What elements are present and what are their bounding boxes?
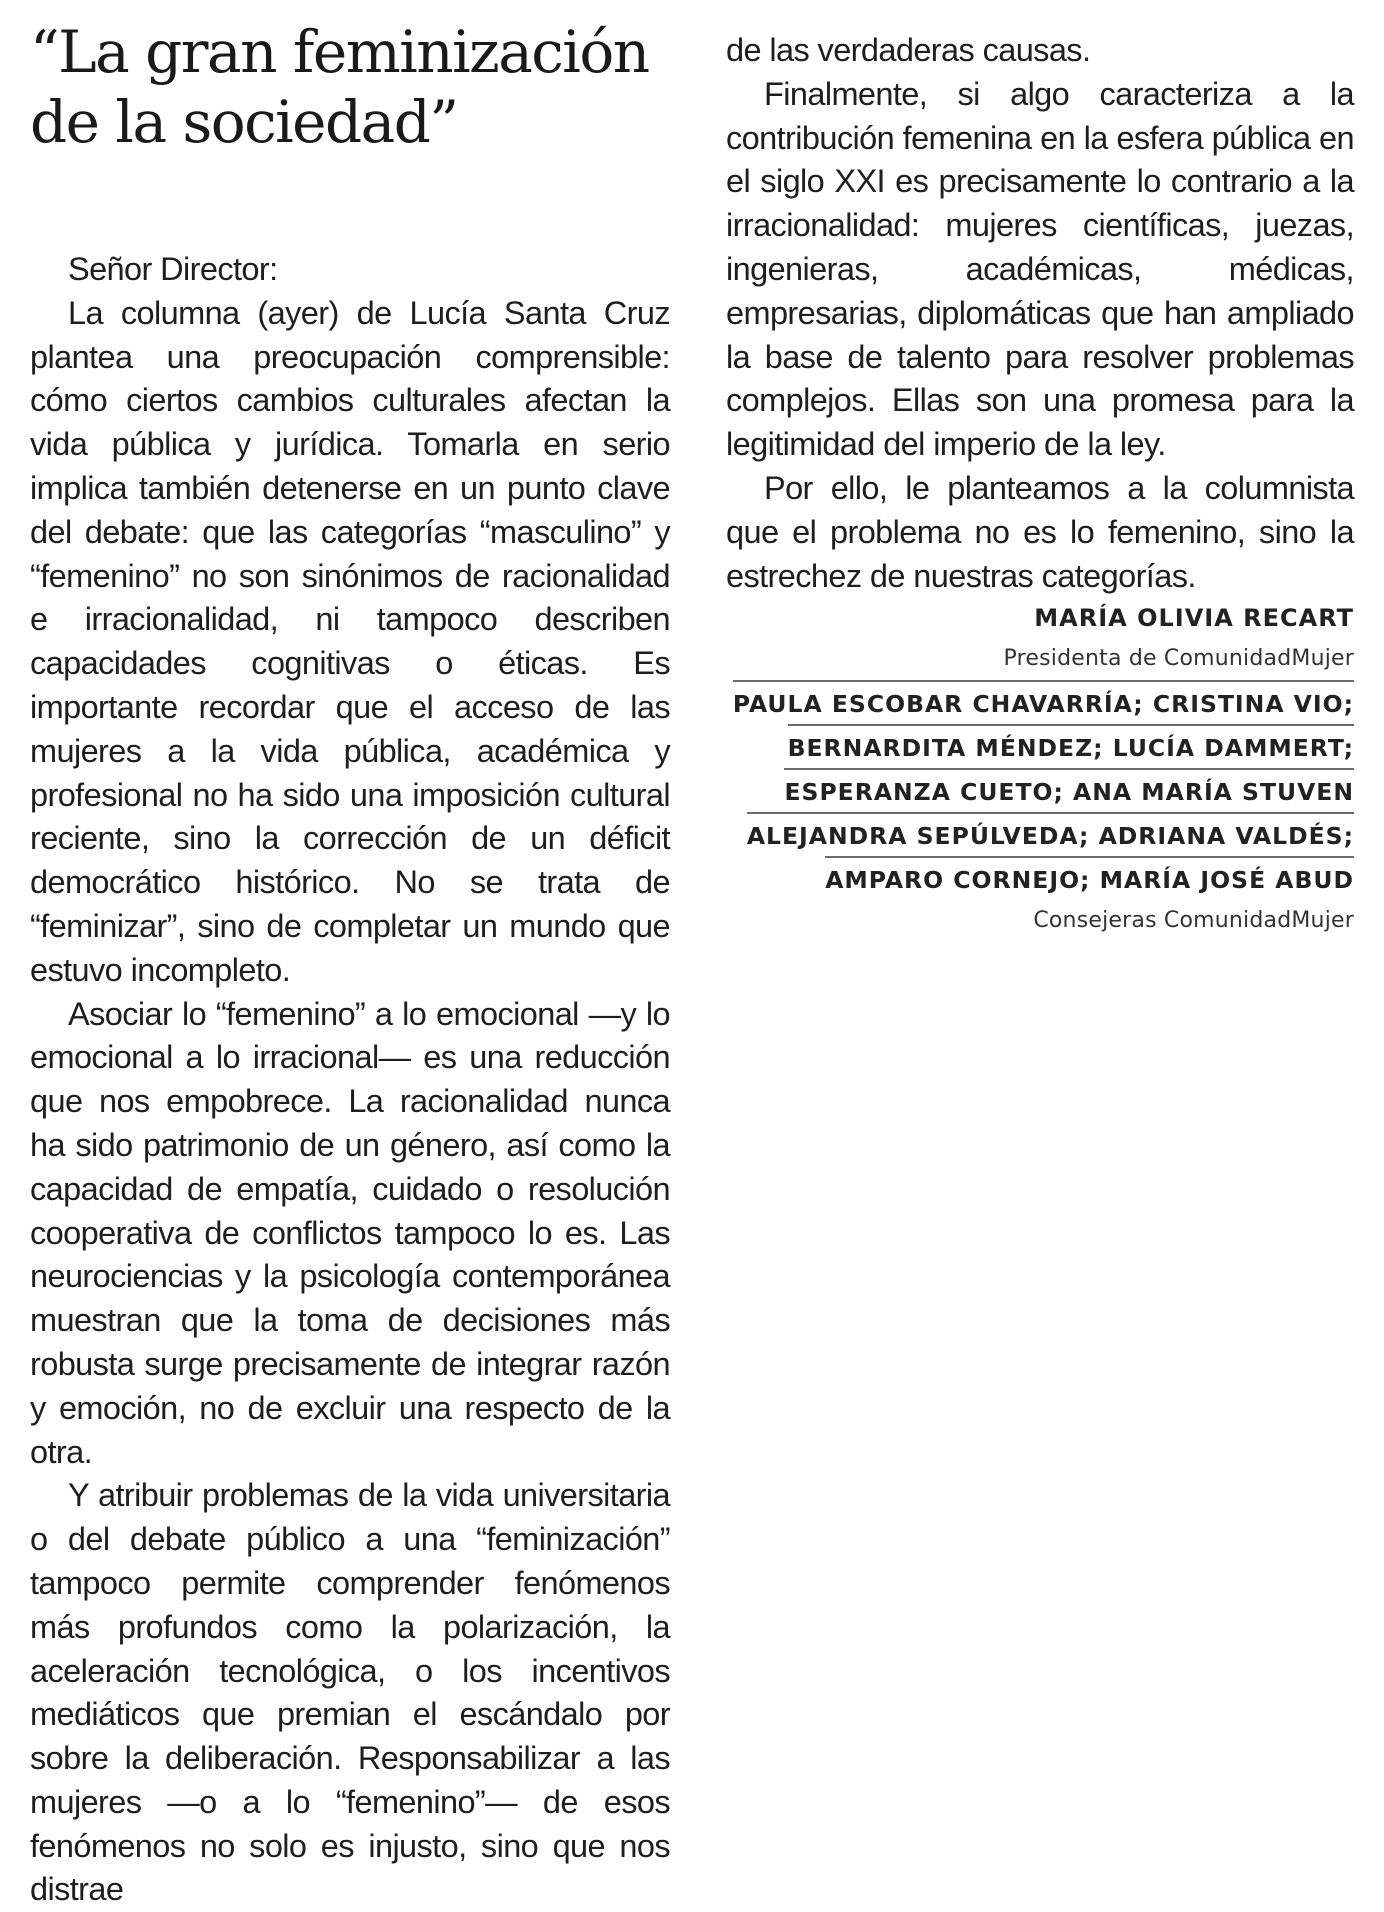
signature-block xyxy=(726,598,1354,942)
signature-main-role: Presidenta de ComunidadMujer xyxy=(1003,646,1354,671)
page-title xyxy=(30,18,680,157)
signature-names: ALEJANDRA SEPÚLVEDA; ADRIANA VALDÉS; xyxy=(747,812,1354,856)
signature-line xyxy=(726,680,1354,724)
signature-line xyxy=(726,856,1354,900)
signature-names: ESPERANZA CUETO; ANA MARÍA STUVEN xyxy=(784,768,1354,812)
signature-group-role: Consejeras ComunidadMujer xyxy=(1033,908,1354,933)
salutation: Señor Director: xyxy=(68,251,278,287)
paragraph-4: Finalmente, si algo caracteriza a la contribución femenina en la esfera pública en el siglo XXI es precisamente lo contrario a la irracionalidad: mujeres científicas, juezas, ingenieras, académicas, médicas, empresarias, diplomáticas que han ampliado la base de talento para resolver problemas complejos. Ellas son una promesa para la legitimidad del imperio de la ley. xyxy=(726,75,1354,463)
signature-names: BERNARDITA MÉNDEZ; LUCÍA DAMMERT; xyxy=(788,724,1354,768)
signature-names: AMPARO CORNEJO; MARÍA JOSÉ ABUD xyxy=(825,856,1354,900)
paragraph-3-continued: de las verdaderas causas. xyxy=(726,32,1091,68)
signature-line xyxy=(726,768,1354,812)
signature-main-name: MARÍA OLIVIA RECART xyxy=(1034,604,1354,632)
right-column xyxy=(726,29,1354,598)
left-column xyxy=(30,248,670,1912)
paragraph-2: Asociar lo “femenino” a lo emocional —y lo emocional a lo irracional— es una reducción que nos empobrece. La racionalidad nunca ha sido patrimonio de un género, así como la capacidad de empatía, cuidado o resolución cooperativa de conflictos tampoco lo es. Las neurociencias y la psicología contemporánea muestran que la toma de decisiones más robusta surge precisamente de integrar razón y emoción, no de excluir una respecto de la otra. xyxy=(30,995,670,1470)
paragraph-5: Por ello, le planteamos a la columnista que el problema no es lo femenino, sino la estrechez de nuestras categorías. xyxy=(726,469,1354,594)
paragraph-3: Y atribuir problemas de la vida universitaria o del debate público a una “feminización” tampoco permite comprender fenómenos más profundos como la polarización, la aceleración tecnológica, o los incentivos mediáticos que premian el escándalo por sobre la deliberación. Responsabilizar a las mujeres —o a lo “femenino”— de esos fenómenos no solo es injusto, sino que nos distrae xyxy=(30,1477,670,1908)
signature-names: PAULA ESCOBAR CHAVARRÍA; CRISTINA VIO; xyxy=(733,680,1354,724)
signature-line xyxy=(726,724,1354,768)
paragraph-1: La columna (ayer) de Lucía Santa Cruz plantea una preocupación comprensible: cómo ciertos cambios culturales afectan la vida pública y jurídica. Tomarla en serio implica también detenerse en un punto clave del debate: que las categorías “masculino” y “femenino” no son sinónimos de racionalidad e irracionalidad, ni tampoco describen capacidades cognitivas o éticas. Es importante recordar que el acceso de las mujeres a la vida pública, académica y profesional no ha sido una imposición cultural reciente, sino la corrección de un déficit democrático histórico. No se trata de “feminizar”, sino de completar un mundo que estuvo incompleto. xyxy=(30,294,670,988)
signature-line xyxy=(726,812,1354,856)
title-line-2: de la sociedad” xyxy=(30,87,458,156)
title-line-1: “La gran feminización xyxy=(30,18,649,86)
